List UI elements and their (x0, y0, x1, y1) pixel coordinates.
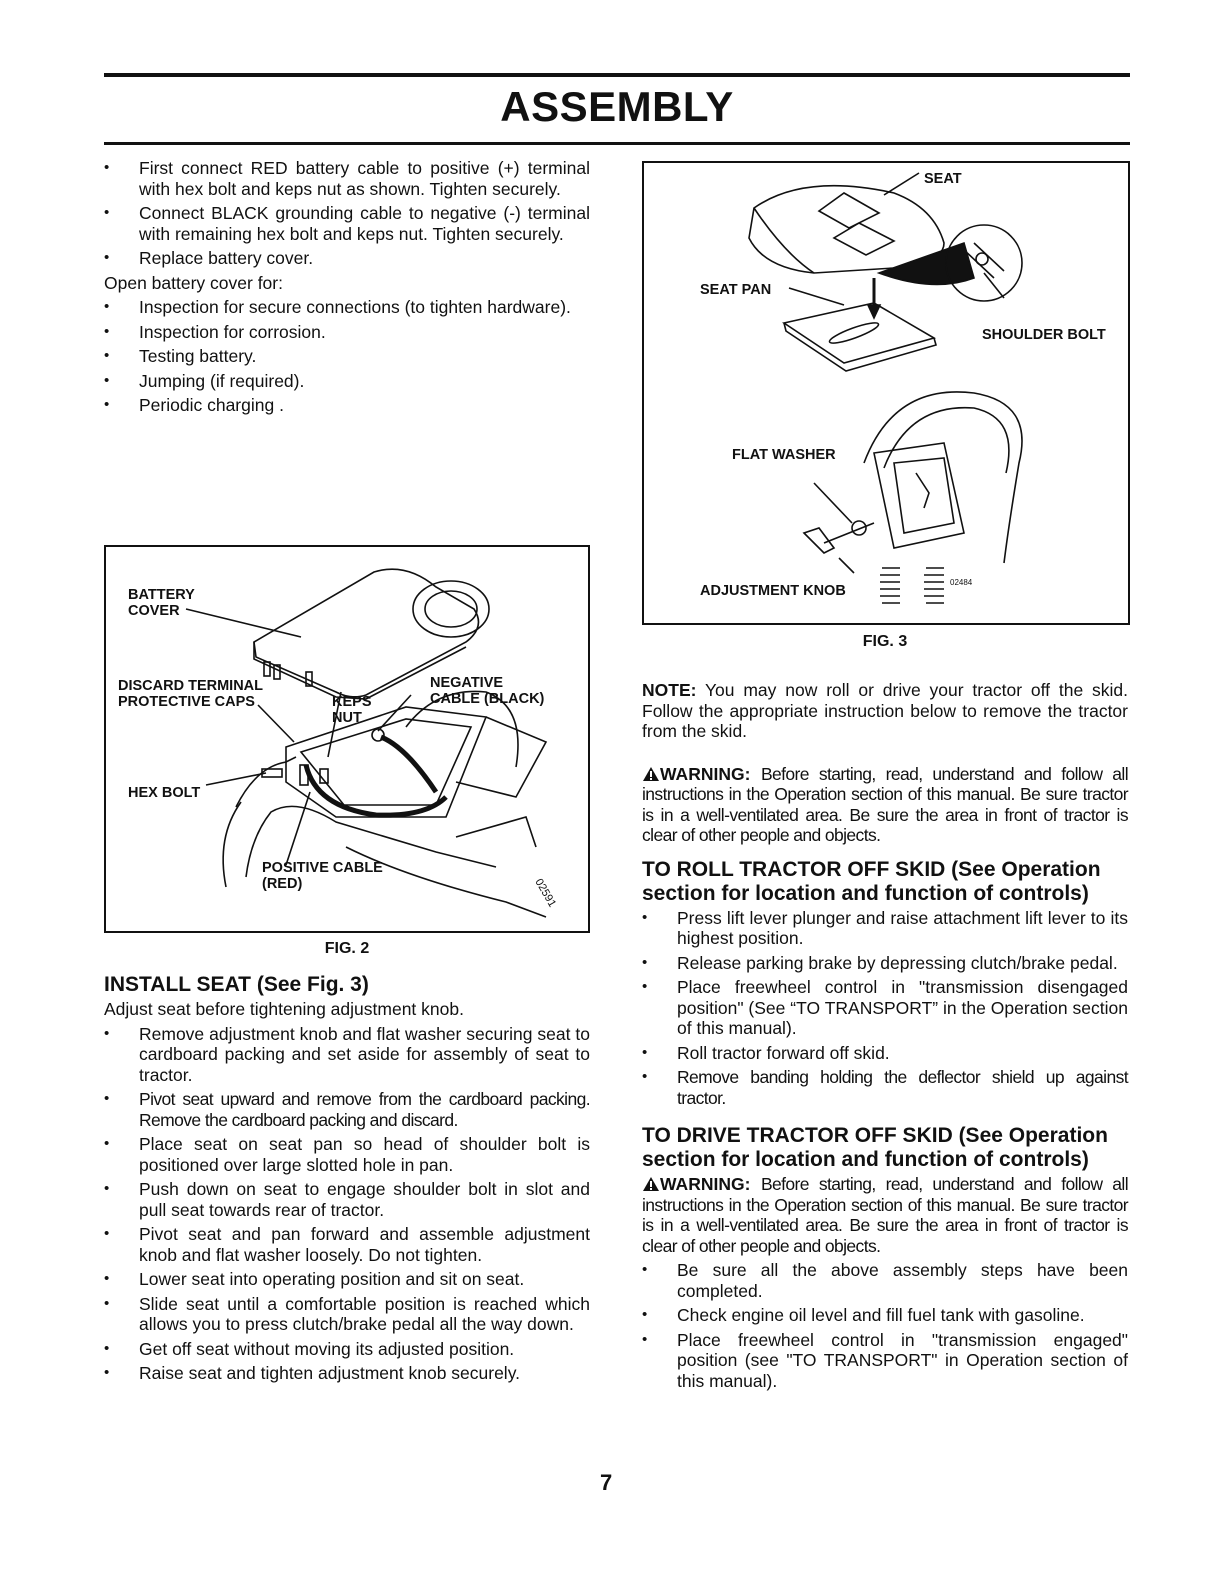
label-shoulder-bolt: SHOULDER BOLT (982, 327, 1106, 343)
note-label: NOTE: (642, 680, 697, 700)
drive-off-heading: TO DRIVE TRACTOR OFF SKID (See Operation section for location and function of controls) (642, 1124, 1108, 1171)
figure-2-caption: FIG. 2 (324, 940, 370, 957)
warning-label: WARNING: (660, 1174, 751, 1194)
list-item: • Connect BLACK grounding cable to negative (-) terminal with remaining hex bolt and keps nut. Tighten securely. (104, 203, 590, 244)
warning-label: WARNING: (660, 763, 751, 784)
list-item: • Pivot seat upward and remove from the cardboard packing. Remove the cardboard packing and discard. (104, 1089, 590, 1130)
list-item: • Jumping (if required). (104, 371, 590, 392)
list-item: • Release parking brake by depressing clutch/brake pedal. (642, 953, 1128, 974)
install-seat-heading: INSTALL SEAT (See Fig. 3) (104, 973, 369, 996)
list-item: • Raise seat and tighten adjustment knob securely. (104, 1363, 590, 1384)
page-title: ASSEMBLY (500, 83, 734, 130)
label-positive-cable: POSITIVE CABLE (RED) (262, 860, 383, 892)
list-item: • Lower seat into operating position and sit on seat. (104, 1269, 590, 1290)
warning-paragraph (642, 764, 1128, 846)
label-discard-caps: DISCARD TERMINAL PROTECTIVE CAPS (118, 678, 263, 710)
list-item: • Place freewheel control in "transmission engaged" position (see "TO TRANSPORT" in Operation section of this manual). (642, 1330, 1128, 1392)
seat-illustration (644, 163, 1128, 623)
list-item: • Remove banding holding the deflector shield up against tractor. (642, 1067, 1128, 1108)
page-number: 7 (600, 1470, 613, 1495)
list-item: • Push down on seat to engage shoulder bolt in slot and pull seat towards rear of tractor. (104, 1179, 590, 1220)
list-item: • Place freewheel control in "transmission disengaged position" (See “TO TRANSPORT” in the Operation section of this manual). (642, 977, 1128, 1039)
list-item: • Periodic charging . (104, 395, 590, 416)
label-flat-washer: FLAT WASHER (732, 447, 836, 463)
label-seat: SEAT (924, 171, 962, 187)
list-item: • Roll tractor forward off skid. (642, 1043, 1128, 1064)
note-paragraph (642, 680, 1128, 742)
list-item: • Place seat on seat pan so head of shoulder bolt is positioned over large slotted hole in pan. (104, 1134, 590, 1175)
battery-instructions (104, 158, 590, 420)
roll-off-list (642, 908, 1128, 1109)
figure-3-seat (642, 161, 1130, 625)
list-item: • Slide seat until a comfortable position is reached which allows you to press clutch/brake pedal all the way down. (104, 1294, 590, 1335)
list-item: • Pivot seat and pan forward and assemble adjustment knob and flat washer loosely. Do not tighten. (104, 1224, 590, 1265)
part-code: 02484 (950, 578, 973, 587)
skid-instructions (642, 680, 1128, 1395)
drive-off-list (642, 1260, 1128, 1391)
list-item: • Get off seat without moving its adjusted position. (104, 1339, 590, 1360)
label-seat-pan: SEAT PAN (700, 282, 772, 298)
warning-icon (642, 1176, 660, 1192)
list-item: • Check engine oil level and fill fuel tank with gasoline. (642, 1305, 1128, 1326)
list-item: • Testing battery. (104, 346, 590, 367)
install-seat-list (104, 1024, 590, 1384)
label-hex-bolt: HEX BOLT (128, 785, 201, 801)
note-text: You may now roll or drive your tractor off the skid. Follow the appropriate instruction below to remove the tractor from the skid. (642, 680, 1129, 741)
figure-3-caption: FIG. 3 (862, 633, 908, 650)
label-adjustment-knob: ADJUSTMENT KNOB (700, 583, 846, 599)
list-item: • Press lift lever plunger and raise attachment lift lever to its highest position. (642, 908, 1128, 949)
open-cover-list (104, 297, 590, 416)
roll-off-heading: TO ROLL TRACTOR OFF SKID (See Operation section for location and function of controls) (642, 857, 1101, 905)
warning-text: Before starting, read, understand and follow all instructions in the Operation section of this manual. Be sure tractor is in a well-ventilated area. Be sure the area in front of tractor is clear of other people and objects. (642, 763, 1128, 845)
header-bottom-rule (104, 142, 1130, 145)
open-cover-intro: Open battery cover for: (104, 272, 283, 293)
label-keps-nut: KEPS NUT (332, 694, 372, 726)
install-seat-section (104, 973, 590, 1388)
warning-text: Before starting, read, understand and follow all instructions in the Operation section of this manual. Be sure tractor is in a well-ventilated area. Be sure the area in front of tractor is clear of other people and objects. (642, 1174, 1128, 1256)
warning-icon (642, 766, 660, 782)
battery-bullet-list (104, 158, 590, 269)
list-item: • Inspection for secure connections (to tighten hardware). (104, 297, 590, 318)
drive-off-warning-paragraph (642, 1174, 1128, 1256)
list-item: • Remove adjustment knob and flat washer securing seat to cardboard packing and set aside for assembly of seat to tractor. (104, 1024, 590, 1086)
list-item: • Inspection for corrosion. (104, 322, 590, 343)
install-seat-intro: Adjust seat before tightening adjustment knob. (104, 999, 464, 1019)
header-top-rule (104, 73, 1130, 77)
label-negative-cable: NEGATIVE CABLE (BLACK) (430, 675, 545, 707)
list-item: • Be sure all the above assembly steps have been completed. (642, 1260, 1128, 1301)
list-item: • Replace battery cover. (104, 248, 590, 269)
label-battery-cover: BATTERY COVER (128, 587, 195, 619)
list-item: • First connect RED battery cable to positive (+) terminal with hex bolt and keps nut as shown. Tighten securely. (104, 158, 590, 199)
figure-2-battery (104, 545, 590, 933)
part-code: 02591 (532, 876, 559, 910)
